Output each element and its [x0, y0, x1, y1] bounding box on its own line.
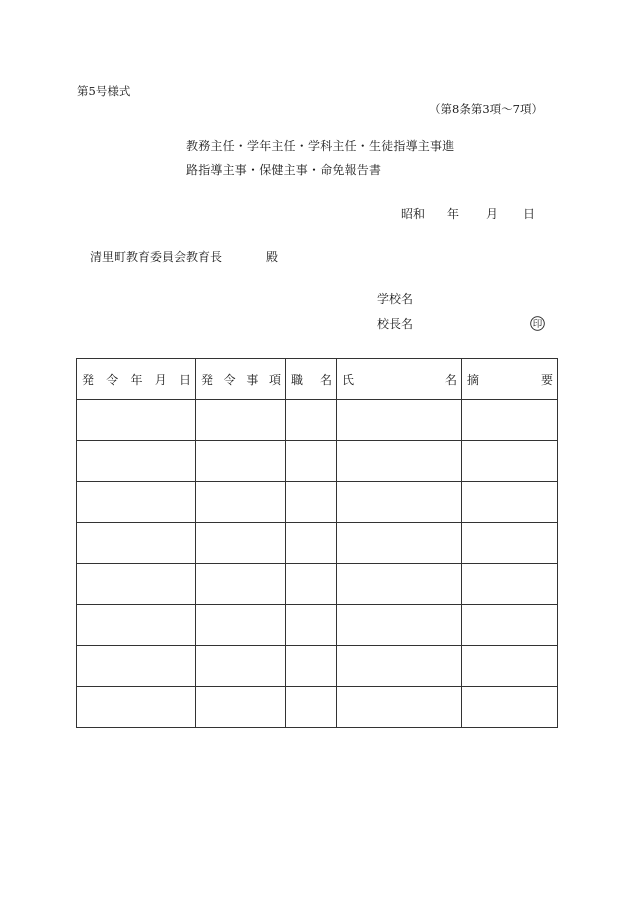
table-cell[interactable]: [337, 564, 462, 605]
date-line: [401, 208, 535, 220]
seal-character: 印: [532, 319, 543, 330]
table-cell[interactable]: [196, 523, 286, 564]
table-cell[interactable]: [77, 605, 196, 646]
table-cell[interactable]: [286, 441, 337, 482]
table-row: [77, 523, 558, 564]
column-header-char: 月: [154, 372, 167, 387]
column-header-issue-date: [77, 359, 196, 400]
table-cell[interactable]: [337, 605, 462, 646]
table-cell[interactable]: [462, 441, 558, 482]
column-header-char: 名: [319, 372, 332, 387]
column-header-char: 令: [223, 372, 236, 387]
table-cell[interactable]: [286, 400, 337, 441]
table-cell[interactable]: [337, 687, 462, 728]
form-number: 第5号様式: [77, 84, 131, 98]
record-table: [76, 358, 558, 728]
table-cell[interactable]: [462, 400, 558, 441]
table-cell[interactable]: [77, 400, 196, 441]
column-header-char: 発: [201, 372, 214, 387]
table-cell[interactable]: [77, 564, 196, 605]
table-cell[interactable]: [286, 564, 337, 605]
table-cell[interactable]: [196, 646, 286, 687]
table-cell[interactable]: [196, 687, 286, 728]
document-title-line-2: 路指導主事・保健主事・命免報告書: [186, 163, 382, 177]
table-cell[interactable]: [77, 523, 196, 564]
table-row: [77, 605, 558, 646]
column-header-char: 発: [82, 372, 95, 387]
table-cell[interactable]: [77, 482, 196, 523]
principal-name-label: 校長名: [377, 317, 414, 331]
table-header-row: [77, 359, 558, 400]
table-cell[interactable]: [196, 441, 286, 482]
column-header-char: 職: [291, 372, 304, 387]
addressee: 清里町教育委員会教育長: [90, 250, 223, 264]
table-body: [77, 400, 558, 728]
article-reference: （第8条第3項〜7項）: [429, 102, 543, 116]
table-cell[interactable]: [337, 482, 462, 523]
table-row: [77, 687, 558, 728]
column-header-char: 日: [178, 372, 191, 387]
table-cell[interactable]: [462, 605, 558, 646]
date-day-label: 日: [523, 207, 536, 221]
seal-icon: [530, 316, 545, 331]
column-header-char: 名: [444, 372, 457, 387]
date-month-label: 月: [486, 207, 499, 221]
table-row: [77, 564, 558, 605]
date-era: 昭和: [401, 207, 426, 221]
table-row: [77, 482, 558, 523]
table-cell[interactable]: [196, 564, 286, 605]
table-cell[interactable]: [462, 482, 558, 523]
honorific: 殿: [266, 250, 279, 264]
column-header-char: 氏: [342, 372, 355, 387]
table-cell[interactable]: [77, 646, 196, 687]
table-cell[interactable]: [196, 482, 286, 523]
table-row: [77, 441, 558, 482]
table-cell[interactable]: [337, 523, 462, 564]
table-cell[interactable]: [77, 441, 196, 482]
column-header-name: [337, 359, 462, 400]
table-cell[interactable]: [286, 605, 337, 646]
table-cell[interactable]: [462, 646, 558, 687]
column-header-char: 項: [268, 372, 281, 387]
column-header-char: 年: [130, 372, 143, 387]
column-header-remarks: [462, 359, 558, 400]
column-header-order-item: [196, 359, 286, 400]
table-cell[interactable]: [286, 687, 337, 728]
table-cell[interactable]: [286, 482, 337, 523]
table-cell[interactable]: [462, 687, 558, 728]
column-header-char: 令: [106, 372, 119, 387]
column-header-position: [286, 359, 337, 400]
document-title-line-1: 教務主任・学年主任・学科主任・生徒指導主事進: [186, 139, 455, 153]
table-cell[interactable]: [337, 646, 462, 687]
table-cell[interactable]: [462, 564, 558, 605]
table-cell[interactable]: [337, 400, 462, 441]
school-name-label: 学校名: [377, 292, 414, 306]
table-cell[interactable]: [462, 523, 558, 564]
date-year-label: 年: [447, 207, 460, 221]
table-cell[interactable]: [196, 400, 286, 441]
column-header-char: 要: [540, 372, 553, 387]
column-header-char: 摘: [467, 372, 480, 387]
table-row: [77, 646, 558, 687]
table-cell[interactable]: [196, 605, 286, 646]
table-cell[interactable]: [286, 523, 337, 564]
column-header-char: 事: [246, 372, 259, 387]
table-cell[interactable]: [337, 441, 462, 482]
table-row: [77, 400, 558, 441]
table-cell[interactable]: [77, 687, 196, 728]
table-cell[interactable]: [286, 646, 337, 687]
